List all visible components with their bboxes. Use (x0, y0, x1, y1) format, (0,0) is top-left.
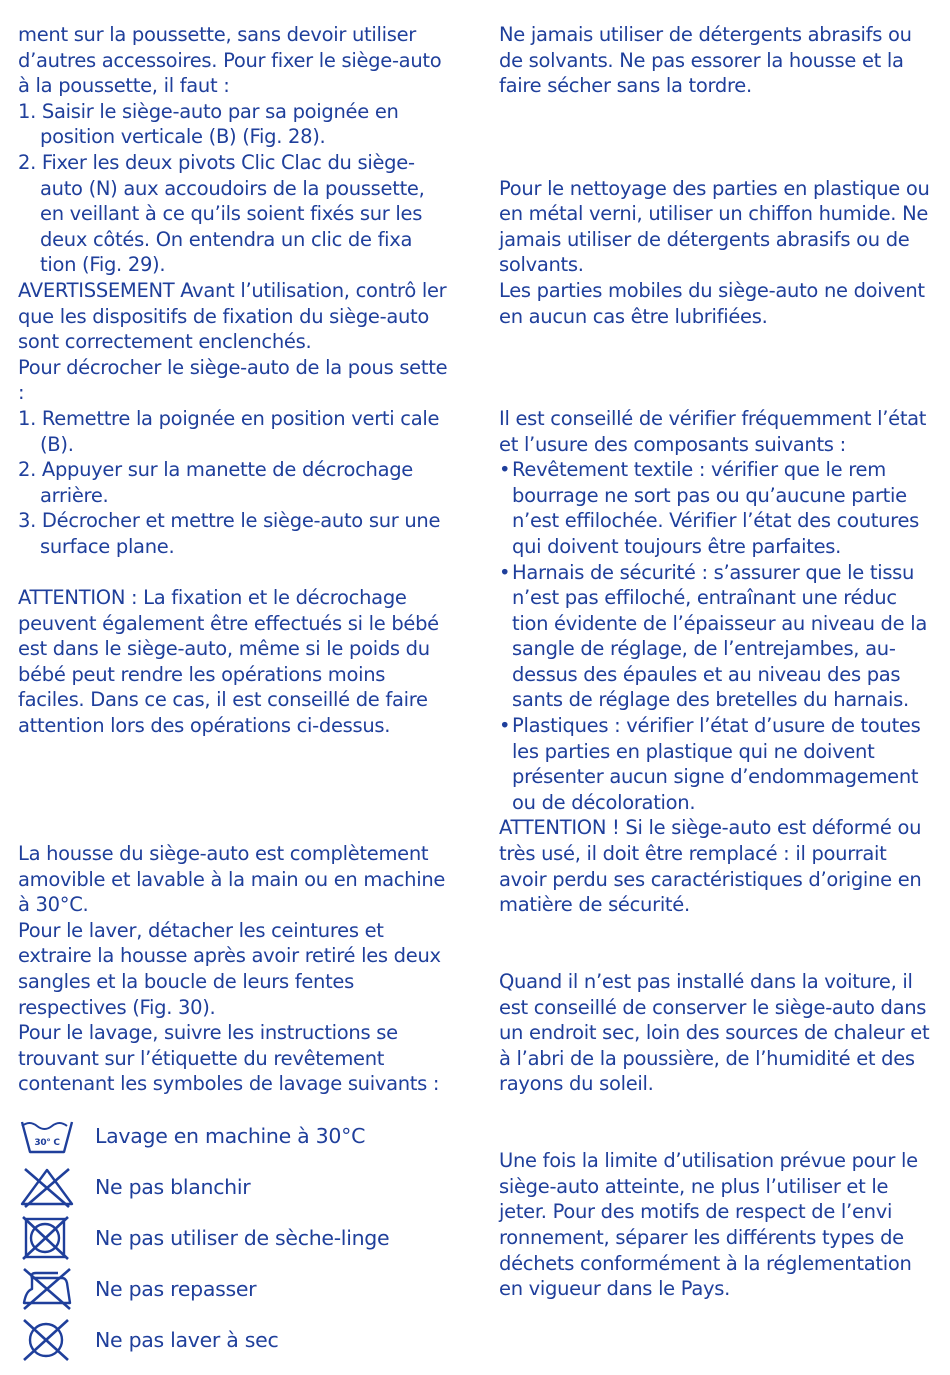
detach-steps-list (18, 406, 454, 560)
wash-symbols-list (18, 1111, 454, 1366)
wash-note-paragraph: Ne jamais utiliser de détergents abrasifs ou de solvants. Ne pas essorer la housse et la faire sécher sans la tordre. (499, 23, 912, 98)
wash-symbol-label: Ne pas laver à sec (95, 1327, 279, 1352)
cover-wash-paragraph: Pour le laver, détacher les ceintures et extraire la housse après avoir retiré les deux sangles et la boucle de leurs fentes respectives (Fig. 30). (18, 918, 441, 1019)
wash-symbol-row (18, 1315, 454, 1366)
storage-paragraph: Quand il n’est pas installé dans la voiture, il est conseillé de conserver le siège-auto dans un endroit sec, loin des sources de chaleur et à l’abri de la poussière, de l’humidité et des rayons du soleil. (499, 970, 930, 1096)
lubrication-paragraph: Les parties mobiles du siège-auto ne doivent en aucun cas être lubrifiées. (499, 278, 925, 328)
wash-temperature-label: 30° C (34, 1138, 60, 1149)
cover-paragraph: La housse du siège-auto est complètement amovible et lavable à la main ou en machine à 30°C. (18, 842, 446, 917)
plastic-cleaning-paragraph: Pour le nettoyage des parties en plastique ou en métal verni, utiliser un chiffon humide. Ne jamais utiliser de détergents abrasifs ou de solvants. (499, 176, 930, 277)
disposal-paragraph: Une fois la limite d’utilisation prévue pour le siège-auto atteinte, ne plus l’utiliser et le jeter. Pour des motifs de respect de l’envi ronnement, séparer les différents types de déchets conformément à la réglementation en vigueur dans le Pays. (499, 1149, 918, 1301)
check-item: • Revêtement textile : vérifier que le rem bourrage ne sort pas ou qu’aucune partie n’est effilochée. Vérifier l’état des coutures qui doivent toujours être parfaites. (499, 457, 934, 559)
no-dry-clean-icon (18, 1318, 80, 1362)
check-item: • Harnais de sécurité : s’assurer que le tissu n’est pas effiloché, entraînant une réduc tion évidente de l’épaisseur au niveau de la sangle de réglage, de l’entrejambes, au-dessus des épaules et au niveau des pas sants de réglage des bretelles du harnais. (499, 560, 934, 714)
wash-symbol-label: Lavage en machine à 30°C (95, 1123, 366, 1148)
detach-intro: Pour décrocher le siège-auto de la pous sette : (18, 355, 448, 405)
detach-step: 1. Remettre la poignée en position verti cale (B). (18, 406, 440, 456)
wash-symbol-row (18, 1111, 454, 1162)
check-intro: Il est conseillé de vérifier fréquemment l’état et l’usure des composants suivants : (499, 406, 927, 456)
wash-symbol-label: Ne pas repasser (95, 1276, 257, 1301)
no-bleach-icon (18, 1165, 80, 1209)
check-item: • Plastiques : vérifier l’état d’usure de toutes les parties en plastique qui ne doivent présenter aucun signe d’endommagement ou de décoloration. (499, 713, 934, 815)
cover-label-paragraph: Pour le lavage, suivre les instructions se trouvant sur l’étiquette du revêtement contenant les symboles de lavage suivants : (18, 1021, 440, 1096)
fix-step: 1. Saisir le siège-auto par sa poignée en position verticale (B) (Fig. 28). (18, 99, 399, 149)
detach-step: 3. Décrocher et mettre le siège-auto sur une surface plane. (18, 509, 441, 558)
no-tumble-dry-icon (18, 1216, 80, 1260)
left-column (18, 22, 454, 1366)
detach-step: 2. Appuyer sur la manette de décrochage arrière. (18, 458, 413, 507)
wash-symbol-row (18, 1162, 454, 1213)
fix-steps-list (18, 99, 454, 278)
wash-symbol-row (18, 1264, 454, 1315)
fixation-warning: AVERTISSEMENT Avant l’utilisation, contrô ler que les dispositifs de fixation du siège-auto sont correctement enclenchés. (18, 278, 447, 354)
check-attention: ATTENTION ! Si le siège-auto est déformé ou très usé, il doit être remplacé : il pourrait avoir perdu ses caractéristiques d’origine en matière de sécurité. (499, 816, 922, 917)
check-items-list (499, 457, 934, 815)
fix-step: 2. Fixer les deux pivots Clic Clac du siège-auto (N) aux accoudoirs de la poussette, en veillant à ce qu’ils soient fixés sur les deux côtés. On entendra un clic de fixa tion (Fig. 29). (18, 150, 425, 277)
attention-paragraph: ATTENTION : La fixation et le décrochage peuvent également être effectués si le bébé est dans le siège-auto, même si le poids du bébé peut rendre les opérations moins faciles. Dans ce cas, il est conseillé de faire attention lors des opérations ci-dessus. (18, 586, 439, 738)
stroller-fix-intro: ment sur la poussette, sans devoir utiliser d’autres accessoires. Pour fixer le siège-auto à la poussette, il faut : (18, 23, 442, 98)
right-column (499, 22, 934, 1302)
wash-symbol-label: Ne pas blanchir (95, 1174, 251, 1199)
wash-30-icon (18, 1114, 80, 1158)
wash-symbol-label: Ne pas utiliser de sèche-linge (95, 1225, 390, 1250)
wash-symbol-row (18, 1213, 454, 1264)
no-iron-icon (18, 1267, 80, 1311)
